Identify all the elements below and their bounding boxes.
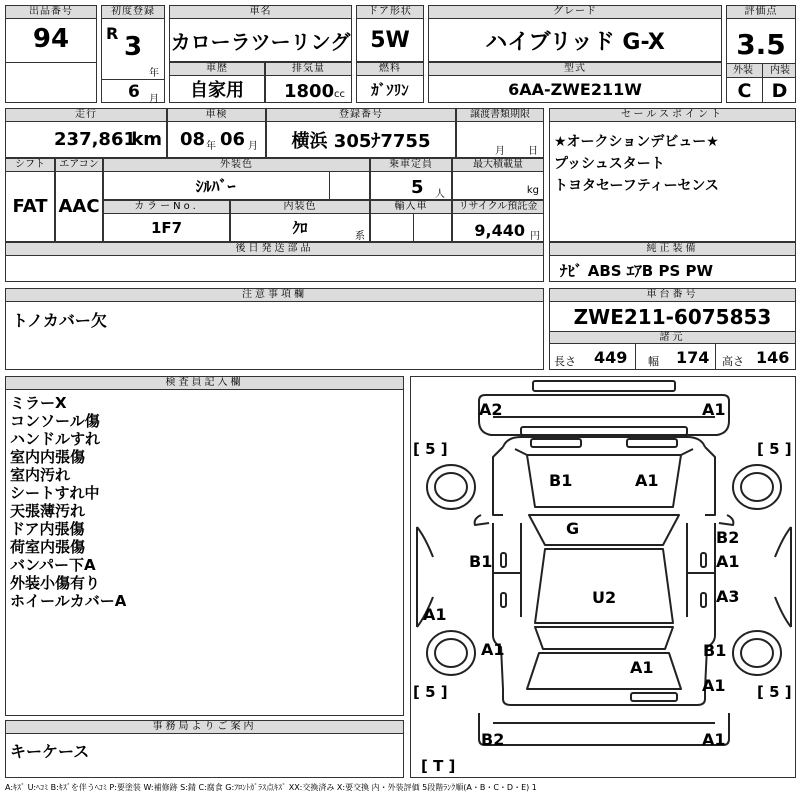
recycle-deposit-value: 9,440: [474, 221, 525, 240]
mileage-label: 走行: [6, 109, 166, 122]
exterior-score-label: 外装: [733, 65, 753, 76]
transfer-deadline-label: 譲渡書類期限: [457, 109, 543, 122]
damage-mark-front-left: A2: [479, 400, 503, 419]
sales-point-line: ★オークションデビュー★: [554, 134, 719, 150]
first-registration-divider: [102, 79, 164, 80]
mileage-cell: [5, 108, 167, 158]
inspector-note: ドア内張傷: [10, 520, 85, 538]
inspection-month: 06: [220, 129, 246, 150]
inspector-note: ハンドルすれ: [10, 430, 101, 448]
displacement-value: 1800: [284, 81, 335, 102]
office-notes-cell: [5, 720, 404, 778]
import-divider: [413, 214, 414, 241]
damage-mark-hood-left: B1: [549, 471, 573, 490]
transfer-deadline-cell: [456, 108, 544, 158]
inspector-note: 荷室内張傷: [10, 538, 86, 556]
damage-mark-right-quarter: B1: [703, 641, 727, 660]
tire-rating-rear-left: [ 5 ]: [413, 683, 448, 701]
car-name-cell: [169, 5, 352, 62]
spec-height-label: 高さ: [722, 355, 744, 368]
max-load-unit: kg: [526, 185, 539, 196]
import-cell: [370, 200, 452, 242]
spec-divider: [715, 344, 716, 369]
color-number-cell: [103, 200, 230, 242]
fuel-value: ｶﾞｿﾘﾝ: [371, 80, 409, 99]
first-registration-era: R: [106, 24, 119, 43]
transfer-deadline-day-unit: 日: [528, 146, 538, 157]
damage-mark-right-rear-quarter: A1: [702, 676, 726, 695]
first-registration-cell: [101, 5, 165, 103]
tire-rating-rear-right: [ 5 ]: [757, 683, 792, 701]
inspector-note: 室内汚れ: [10, 466, 71, 484]
damage-mark-right-front-door: A1: [716, 552, 740, 571]
interior-color-cell: [230, 200, 370, 242]
spec-length-value: 449: [594, 348, 628, 367]
grade-value: ハイブリッド G-X: [485, 29, 665, 55]
damage-mark-left-rear-door: A1: [423, 605, 447, 624]
damage-mark-front-right: A1: [702, 400, 726, 419]
transfer-deadline-month-unit: 月: [495, 146, 505, 157]
spec-divider: [635, 344, 636, 369]
displacement-cell: [265, 62, 352, 103]
import-label: 輸入車: [371, 201, 451, 214]
damage-mark-roof: U2: [592, 588, 617, 607]
first-registration-month-unit: 月: [149, 94, 159, 105]
inspector-note: バンパー下A: [10, 556, 96, 574]
caution-label: 注意事項欄: [6, 289, 543, 302]
interior-score-label: 内装: [770, 65, 790, 76]
car-name-value: カローラツーリング: [170, 29, 351, 54]
inspection-label: 車検: [168, 109, 265, 122]
capacity-cell: [370, 158, 452, 200]
model-code-label: 型式: [429, 63, 721, 76]
specs-header: [550, 331, 795, 344]
lot-number-divider: [6, 62, 96, 63]
lot-number-cell: [5, 5, 97, 103]
displacement-label: 排気量: [266, 63, 351, 76]
displacement-unit: cc: [334, 89, 345, 100]
exterior-score-value: C: [737, 80, 752, 102]
chassis-number-value: ZWE211-6075853: [573, 305, 772, 329]
history-label: 車歴: [170, 63, 264, 76]
inspector-note: ミラーX: [10, 394, 67, 412]
specs-label: 諸元: [659, 332, 686, 343]
model-code-value: 6AA-ZWE211W: [508, 79, 642, 99]
tire-rating-front-right: [ 5 ]: [757, 440, 792, 458]
recycle-deposit-unit: 円: [530, 231, 540, 242]
plate-number-label: 登録番号: [267, 109, 455, 122]
score-label: 評価点: [727, 6, 795, 19]
score-cell: [726, 5, 796, 103]
model-code-cell: [428, 62, 722, 103]
office-notes-value: キーケース: [10, 742, 90, 761]
car-name-label: 車名: [170, 6, 351, 19]
max-load-label: 最大積載量: [453, 159, 543, 172]
sales-points-cell: [549, 108, 796, 242]
aircon-cell: [55, 158, 103, 242]
interior-color-value: ｸﾛ: [292, 219, 308, 237]
genuine-equipment-value: ﾅﾋﾞ ABS ｴｱB PS PW: [560, 262, 714, 280]
lot-number-label: 出品番号: [6, 6, 96, 19]
history-cell: [169, 62, 265, 103]
mileage-value: 237,861: [54, 129, 136, 150]
shift-value: FAT: [12, 196, 48, 217]
shift-label: シフト: [6, 159, 54, 172]
history-value: 自家用: [190, 80, 244, 101]
later-parts-label: 後日発送部品: [6, 243, 543, 256]
interior-score-value: D: [771, 80, 788, 102]
inspection-cell: [167, 108, 266, 158]
sales-points-label: セールスポイント: [550, 109, 795, 122]
first-registration-year-unit: 年: [149, 68, 159, 79]
score-value: 3.5: [736, 28, 786, 61]
grade-cell: [428, 5, 722, 62]
damage-mark-right-front-fender: B2: [716, 528, 740, 547]
aircon-label: エアコン: [56, 159, 102, 172]
plate-number-cell: [266, 108, 456, 158]
first-registration-month: 6: [128, 82, 140, 102]
door-type-cell: [356, 5, 424, 62]
damage-mark-left-front-door: B1: [469, 552, 493, 571]
capacity-value: 5: [411, 177, 424, 198]
exterior-color-cell: [103, 158, 370, 200]
damage-diagram: [410, 376, 796, 778]
aircon-value: AAC: [58, 196, 100, 217]
grade-label: グレード: [429, 6, 721, 19]
sales-point-line: プッシュスタート: [554, 156, 665, 172]
chassis-number-label: 車台番号: [550, 289, 795, 302]
inspector-note: ホイールカバーA: [10, 592, 127, 610]
inspector-note: 天張薄汚れ: [10, 502, 86, 520]
exterior-color-label: 外装色: [104, 159, 369, 172]
later-parts-cell: [5, 242, 544, 282]
damage-mark-left-quarter: A1: [481, 640, 505, 659]
recycle-deposit-label: リサイクル預託金: [453, 201, 543, 214]
fuel-cell: [356, 62, 424, 103]
damage-mark-rear-right: A1: [702, 730, 726, 749]
damage-mark-windshield: G: [566, 519, 580, 538]
lot-number-value: 94: [32, 24, 70, 54]
inspector-notes-cell: [5, 376, 404, 716]
exterior-color-value: ｼﾙﾊﾞｰ: [195, 177, 236, 196]
genuine-equipment-cell: [549, 242, 796, 282]
fuel-label: 燃料: [357, 63, 423, 76]
genuine-equipment-label: 純正装備: [550, 243, 795, 256]
spec-height-value: 146: [756, 348, 790, 367]
color-number-label: カラーNo.: [104, 201, 229, 214]
spare-tire-rating: [ T ]: [421, 757, 456, 775]
sales-point-line: トヨタセーフティーセンス: [554, 178, 719, 194]
max-load-cell: [452, 158, 544, 200]
inspection-year-unit: 年: [206, 141, 216, 152]
door-type-label: ドア形状: [357, 6, 423, 19]
office-notes-label: 事務局よりご案内: [6, 721, 403, 734]
door-type-value: 5W: [370, 27, 410, 53]
car-outline: [411, 377, 797, 779]
spec-width-label: 幅: [648, 355, 659, 368]
exterior-color-divider: [329, 172, 330, 199]
spec-length-label: 長さ: [554, 355, 576, 368]
interior-color-label: 内装色: [231, 201, 369, 214]
damage-mark-rear-left: B2: [481, 730, 505, 749]
inspector-notes-list: [10, 394, 126, 610]
spec-width-value: 174: [676, 348, 710, 367]
inspection-month-unit: 月: [248, 141, 258, 152]
color-number-value: 1F7: [150, 218, 183, 237]
inspector-note: コンソール傷: [10, 412, 100, 430]
damage-mark-trunk: A1: [630, 658, 654, 677]
damage-legend: A:ｷｽﾞ U:ﾍｺﾐ B:ｷｽﾞを伴うﾍｺﾐ P:要塗装 W:補修跡 S:錆 C:腐食 G:ﾌﾛﾝﾄｶﾞﾗｽ点ｷｽﾞ XX:交換済み X:要交換 内・外装評価 5段階ﾗﾝｸ順(A・B・C・D・E) 1: [5, 783, 537, 792]
tire-rating-front-left: [ 5 ]: [413, 440, 448, 458]
caution-cell: [5, 288, 544, 370]
plate-number-value: 横浜 305ﾅ7755: [291, 130, 431, 152]
inspector-note: 外装小傷有り: [10, 574, 101, 592]
first-registration-label: 初度登録: [102, 6, 164, 19]
damage-mark-hood-right: A1: [635, 471, 659, 490]
inspection-year: 08: [180, 129, 206, 150]
score-subheader: [727, 63, 795, 78]
capacity-label: 乗車定員: [371, 159, 451, 172]
caution-value: トノカバー欠: [12, 311, 107, 330]
capacity-unit: 人: [435, 189, 445, 200]
inspector-notes-label: 検査員記入欄: [6, 377, 403, 390]
inspector-note: 室内内張傷: [10, 448, 86, 466]
inspector-note: シートすれ中: [10, 484, 100, 502]
interior-color-unit: 系: [355, 231, 365, 242]
shift-cell: [5, 158, 55, 242]
recycle-deposit-cell: [452, 200, 544, 242]
damage-mark-right-rear-door: A3: [716, 587, 740, 606]
chassis-number-cell: [549, 288, 796, 370]
mileage-unit: km: [131, 129, 162, 150]
first-registration-year: 3: [124, 32, 143, 62]
